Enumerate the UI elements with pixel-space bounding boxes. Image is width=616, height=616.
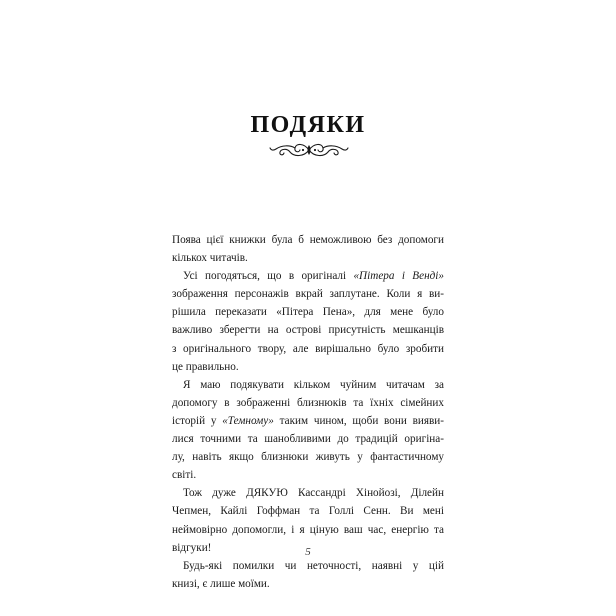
text-line: Я маю подякувати кільком чуйним читачам за bbox=[183, 378, 444, 391]
text-line: зображення персонажів вкрай заплутане. Коли я ви- bbox=[172, 288, 444, 301]
text-line: кількох читачів. bbox=[172, 252, 248, 265]
paragraph bbox=[172, 557, 444, 593]
page-number: 5 bbox=[305, 546, 311, 558]
text-line: Будь-які помилки чи неточності, наявні у цій bbox=[183, 559, 444, 572]
paragraph bbox=[172, 231, 444, 267]
text-line: світі. bbox=[172, 469, 197, 482]
text-line: лися точними та шанобливими до традицій оригіна- bbox=[172, 433, 444, 446]
text-line: історій у «Темному» таким чином, щоби вони вияви- bbox=[172, 414, 444, 427]
paragraph bbox=[172, 267, 444, 376]
text-line: відгуки! bbox=[172, 541, 212, 554]
text-line: Тож дуже ДЯКУЮ Кассандрі Хінойозі, Ділейн bbox=[183, 487, 444, 500]
text-line: це правильно. bbox=[172, 360, 239, 373]
acknowledgements-body bbox=[172, 231, 444, 593]
text-line: з оригінального твору, але вирішально було зробити bbox=[172, 342, 444, 355]
text-line: допомогу в зображенні близнюків та їхніх сімейних bbox=[172, 396, 444, 409]
fleuron-ornament-icon bbox=[268, 139, 350, 161]
text-line: книзі, є лише моїми. bbox=[172, 577, 270, 590]
text-line: Чепмен, Кайлі Гоффман та Голлі Сенн. Ви мені bbox=[172, 505, 444, 518]
text-line: Поява цієї книжки була б неможливою без допомоги bbox=[172, 234, 444, 246]
page-title: ПОДЯКИ bbox=[250, 112, 366, 138]
paragraph bbox=[172, 376, 444, 485]
text-line: неймовірно допомогли, і я ціную ваш час, енергію та bbox=[172, 523, 444, 536]
text-line: рішила переказати «Пітера Пена», для мене було bbox=[172, 306, 444, 319]
text-line: Усі погодяться, що в оригіналі «Пітера і Венді» bbox=[183, 270, 444, 283]
text-line: важливо зберегти на острові присутність мешканців bbox=[172, 324, 444, 337]
text-line: лу, навіть якщо близнюки живуть у фантастичному bbox=[172, 451, 444, 464]
